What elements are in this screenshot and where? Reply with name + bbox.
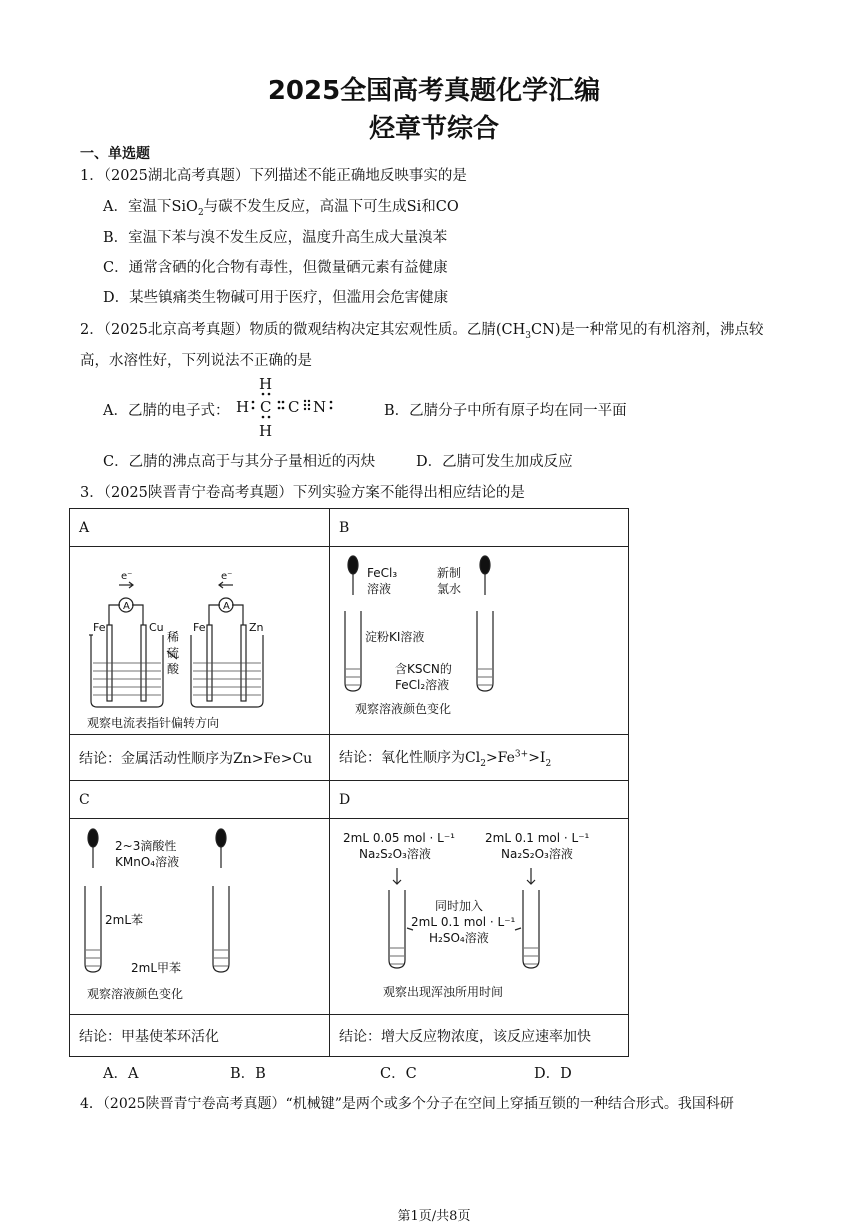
figure-a-cell: [70, 547, 330, 735]
svg-text:淀粉KI溶液: 淀粉KI溶液: [365, 629, 425, 644]
svg-text:硫: 硫: [167, 645, 180, 660]
svg-text:e⁻: e⁻: [221, 570, 233, 582]
figure-a-galvanic-cells: [79, 551, 319, 731]
q1-option-c: C．通常含硒的化合物有毒性，但微量硒元素有益健康: [103, 260, 448, 276]
svg-text:观察溶液颜色变化: 观察溶液颜色变化: [87, 986, 184, 1001]
svg-text:稀: 稀: [167, 629, 180, 644]
q2-option-b: B．乙腈分子中所有原子均在同一平面: [384, 403, 627, 419]
q2-stem-cont: 高，水溶性好，下列说法不正确的是: [80, 353, 312, 369]
svg-text:2mL 0.1 mol · L⁻¹: 2mL 0.1 mol · L⁻¹: [411, 914, 516, 929]
conclusion-b: 结论：氧化性顺序为$Cl_2>Fe^{3+}>I_2$: [330, 735, 629, 781]
svg-text:酸: 酸: [167, 661, 180, 676]
q4-stem: 4．（2025陕晋青宁卷高考真题）“机械键”是两个或多个分子在空间上穿插互锁的一种结合形式。我国科研: [80, 1096, 734, 1112]
q2-option-a: A．乙腈的电子式：: [103, 403, 230, 419]
figure-d-test-tubes: [339, 824, 619, 1010]
svg-text:A: A: [123, 600, 130, 612]
svg-text:Zn: Zn: [249, 620, 264, 634]
svg-text:含KSCN的: 含KSCN的: [395, 661, 452, 676]
svg-text:H: H: [236, 398, 250, 416]
figure-b-test-tubes: [339, 551, 619, 731]
svg-text:同时加入: 同时加入: [435, 898, 484, 913]
svg-text:氯水: 氯水: [437, 581, 462, 596]
figure-b-cell: [330, 547, 629, 735]
conclusion-c: 结论：甲基使苯环活化: [70, 1015, 330, 1057]
svg-text:Na₂S₂O₃溶液: Na₂S₂O₃溶液: [501, 846, 573, 861]
svg-text:H: H: [259, 422, 273, 438]
q3-option-a: A．A: [103, 1066, 139, 1082]
svg-text:FeCl₂溶液: FeCl₂溶液: [395, 677, 450, 692]
svg-text:Fe: Fe: [93, 620, 106, 634]
cell-label-c: C: [70, 781, 330, 819]
figure-c-test-tubes: [79, 824, 319, 1010]
q2-stem: 2．（2025北京高考真题）物质的微观结构决定其宏观性质。乙腈$(CH_3CN)$是一种常见的有机溶剂，沸点较: [80, 322, 764, 341]
conclusion-a: 结论：金属活动性顺序为Zn>Fe>Cu: [70, 735, 330, 781]
electron-dot-structure: [230, 374, 340, 438]
svg-text:Cu: Cu: [149, 620, 164, 634]
svg-text:2mL甲苯: 2mL甲苯: [131, 960, 182, 975]
svg-text:A: A: [223, 600, 230, 612]
experiment-table: [69, 508, 629, 1057]
q1-option-a: A．室温下SiO$_2$与碳不发生反应，高温下可生成Si和CO: [103, 199, 459, 218]
svg-text:观察溶液颜色变化: 观察溶液颜色变化: [355, 701, 452, 716]
page-footer: 第1页/共8页: [397, 1209, 471, 1224]
q3-option-b: B．B: [230, 1066, 266, 1082]
svg-text:Fe: Fe: [193, 620, 206, 634]
svg-text:C: C: [288, 398, 300, 416]
q1-option-b: B．室温下苯与溴不发生反应，温度升高生成大量溴苯: [103, 230, 448, 246]
q3-stem: 3．（2025陕晋青宁卷高考真题）下列实验方案不能得出相应结论的是: [80, 485, 525, 501]
svg-text:H₂SO₄溶液: H₂SO₄溶液: [429, 930, 489, 945]
cell-label-d: D: [330, 781, 629, 819]
svg-text:KMnO₄溶液: KMnO₄溶液: [115, 854, 180, 869]
svg-text:2~3滴酸性: 2~3滴酸性: [115, 838, 177, 853]
q1-stem: 1．（2025湖北高考真题）下列描述不能正确地反映事实的是: [80, 168, 467, 184]
svg-text:H: H: [259, 375, 273, 393]
svg-text:新制: 新制: [437, 565, 462, 580]
svg-text:e⁻: e⁻: [121, 570, 133, 582]
svg-text:C: C: [260, 398, 272, 416]
svg-text:FeCl₃: FeCl₃: [367, 565, 398, 580]
q2-option-c: C．乙腈的沸点高于与其分子量相近的丙炔: [103, 454, 376, 470]
svg-text:观察出现浑浊所用时间: 观察出现浑浊所用时间: [383, 984, 504, 999]
q3-option-c: C．C: [380, 1066, 417, 1082]
svg-text:2mL 0.05 mol · L⁻¹: 2mL 0.05 mol · L⁻¹: [343, 830, 455, 845]
q1-option-d: D．某些镇痛类生物碱可用于医疗，但滥用会危害健康: [103, 290, 449, 306]
svg-text:N: N: [313, 398, 327, 416]
svg-text:2mL苯: 2mL苯: [105, 912, 144, 927]
cell-label-a: A: [70, 509, 330, 547]
cell-label-b: B: [330, 509, 629, 547]
q3-option-d: D．D: [534, 1066, 572, 1082]
figure-d-cell: [330, 819, 629, 1015]
document-title: 2025全国高考真题化学汇编: [267, 76, 601, 106]
svg-text:观察电流表指针偏转方向: 观察电流表指针偏转方向: [87, 715, 220, 730]
conclusion-d: 结论：增大反应物浓度，该反应速率加快: [330, 1015, 629, 1057]
q2-option-d: D．乙腈可发生加成反应: [416, 454, 573, 470]
svg-text:溶液: 溶液: [367, 581, 392, 596]
svg-text:Na₂S₂O₃溶液: Na₂S₂O₃溶液: [359, 846, 431, 861]
figure-c-cell: [70, 819, 330, 1015]
svg-text:2mL 0.1 mol · L⁻¹: 2mL 0.1 mol · L⁻¹: [485, 830, 590, 845]
section-heading: 一、单选题: [80, 146, 150, 162]
document-subtitle: 烃章节综合: [368, 114, 499, 144]
